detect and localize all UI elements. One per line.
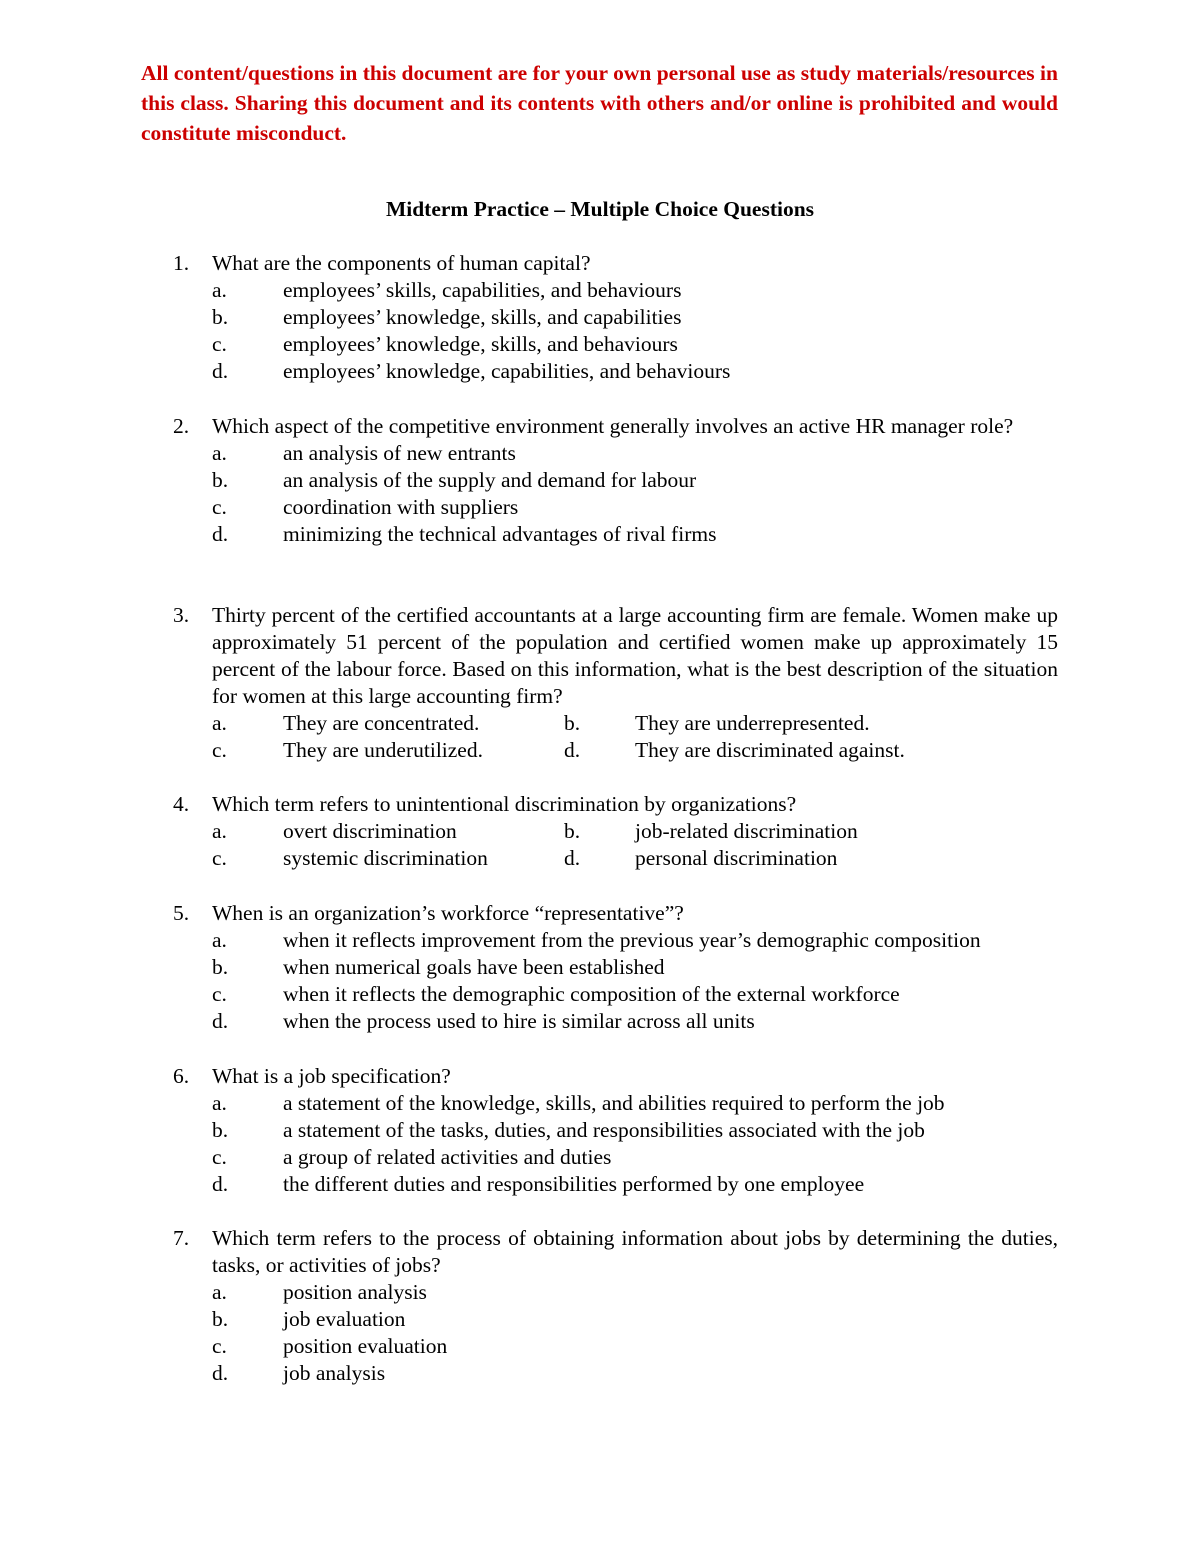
option-d: [0, 1171, 1200, 1198]
option-row-cd: [0, 737, 1200, 764]
question-text: What are the components of human capital?: [212, 251, 591, 275]
option-text: They are concentrated.: [283, 711, 480, 735]
option-a: [0, 277, 1200, 304]
option-text: position analysis: [283, 1280, 427, 1304]
question-text: Which term refers to the process of obtaining information about jobs by determining the duties, tasks, or activities of jobs?: [212, 1226, 1058, 1277]
option-b: [0, 304, 1200, 331]
option-text: employees’ knowledge, skills, and capabilities: [283, 305, 682, 329]
question-number: 3.: [173, 603, 190, 627]
option-d: [0, 1360, 1200, 1387]
option-b: [0, 1306, 1200, 1333]
option-text: job evaluation: [283, 1307, 406, 1331]
question-1: [0, 250, 1200, 385]
question-3: [0, 602, 1200, 764]
option-letter: b.: [212, 1307, 229, 1331]
option-letter: a.: [212, 1091, 227, 1115]
option-letter: a.: [212, 819, 227, 843]
question-number: 7.: [173, 1226, 190, 1250]
option-row-ab: [0, 818, 1200, 845]
question-number: 6.: [173, 1064, 190, 1088]
option-letter: a.: [212, 711, 227, 735]
option-text: an analysis of new entrants: [283, 441, 516, 465]
question-number: 5.: [173, 901, 190, 925]
option-text: when the process used to hire is similar across all units: [283, 1009, 755, 1033]
option-text: position evaluation: [283, 1334, 448, 1358]
option-b: [0, 1117, 1200, 1144]
option-letter: a.: [212, 278, 227, 302]
question-2: [0, 413, 1200, 548]
option-d: [0, 1008, 1200, 1035]
option-letter: b.: [212, 1118, 229, 1142]
option-c: [0, 331, 1200, 358]
misconduct-notice: All content/questions in this document are for your own personal use as study materials/resources in this class. Sharing this document and its contents with others and/or online is prohibited and would constitute misconduct.: [141, 61, 1058, 145]
option-text: when numerical goals have been established: [283, 955, 665, 979]
option-letter: b.: [212, 305, 229, 329]
question-text: What is a job specification?: [212, 1064, 451, 1088]
option-text: employees’ skills, capabilities, and behaviours: [283, 278, 682, 302]
option-letter: b.: [564, 711, 581, 735]
question-6: [0, 1063, 1200, 1198]
option-text: an analysis of the supply and demand for labour: [283, 468, 697, 492]
option-letter: c.: [212, 982, 227, 1006]
question-7: [0, 1225, 1200, 1387]
option-c: [0, 1333, 1200, 1360]
option-a: [0, 440, 1200, 467]
option-letter: c.: [212, 1145, 227, 1169]
option-text: job-related discrimination: [635, 819, 858, 843]
option-text: the different duties and responsibilities performed by one employee: [283, 1172, 865, 1196]
option-text: systemic discrimination: [283, 846, 488, 870]
option-text: job analysis: [283, 1361, 386, 1385]
option-text: when it reflects the demographic composition of the external workforce: [283, 982, 900, 1006]
option-letter: d.: [212, 359, 229, 383]
option-text: personal discrimination: [635, 846, 838, 870]
option-letter: b.: [564, 819, 581, 843]
option-letter: c.: [212, 846, 227, 870]
option-text: coordination with suppliers: [283, 495, 519, 519]
option-letter: a.: [212, 928, 227, 952]
question-text: Which term refers to unintentional discrimination by organizations?: [212, 792, 797, 816]
option-text: employees’ knowledge, capabilities, and behaviours: [283, 359, 731, 383]
option-letter: d.: [564, 738, 581, 762]
option-letter: a.: [212, 441, 227, 465]
option-text: They are discriminated against.: [635, 738, 905, 762]
option-letter: c.: [212, 495, 227, 519]
option-c: [0, 981, 1200, 1008]
option-letter: d.: [564, 846, 581, 870]
question-text: Thirty percent of the certified accountants at a large accounting firm are female. Women make up approximately 51 percent of the population and certified women make up approximately 15 percent of the labour force. Based on this information, what is the best description of the situation for women at this large accounting firm?: [212, 603, 1058, 708]
option-row-cd: [0, 845, 1200, 872]
option-text: They are underrepresented.: [635, 711, 870, 735]
option-text: employees’ knowledge, skills, and behaviours: [283, 332, 678, 356]
option-letter: b.: [212, 468, 229, 492]
option-letter: d.: [212, 522, 229, 546]
option-b: [0, 467, 1200, 494]
option-d: [0, 521, 1200, 548]
option-letter: c.: [212, 332, 227, 356]
option-text: They are underutilized.: [283, 738, 483, 762]
option-row-ab: [0, 710, 1200, 737]
option-letter: d.: [212, 1172, 229, 1196]
option-text: a statement of the knowledge, skills, and abilities required to perform the job: [283, 1091, 945, 1115]
option-text: a group of related activities and duties: [283, 1145, 612, 1169]
question-5: [0, 900, 1200, 1035]
option-text: when it reflects improvement from the previous year’s demographic composition: [283, 928, 981, 952]
option-text: a statement of the tasks, duties, and responsibilities associated with the job: [283, 1118, 925, 1142]
option-text: overt discrimination: [283, 819, 457, 843]
question-text: Which aspect of the competitive environment generally involves an active HR manager role?: [212, 414, 1014, 438]
option-letter: d.: [212, 1009, 229, 1033]
option-letter: c.: [212, 1334, 227, 1358]
option-c: [0, 494, 1200, 521]
question-number: 4.: [173, 792, 190, 816]
question-number: 2.: [173, 414, 190, 438]
option-a: [0, 1279, 1200, 1306]
option-a: [0, 927, 1200, 954]
option-b: [0, 954, 1200, 981]
option-letter: a.: [212, 1280, 227, 1304]
option-letter: c.: [212, 738, 227, 762]
question-number: 1.: [173, 251, 190, 275]
option-letter: d.: [212, 1361, 229, 1385]
option-a: [0, 1090, 1200, 1117]
option-text: minimizing the technical advantages of rival firms: [283, 522, 717, 546]
option-d: [0, 358, 1200, 385]
option-letter: b.: [212, 955, 229, 979]
option-c: [0, 1144, 1200, 1171]
question-text: When is an organization’s workforce “representative”?: [212, 901, 684, 925]
question-4: [0, 791, 1200, 872]
page-title: Midterm Practice – Multiple Choice Questions: [385, 197, 815, 221]
